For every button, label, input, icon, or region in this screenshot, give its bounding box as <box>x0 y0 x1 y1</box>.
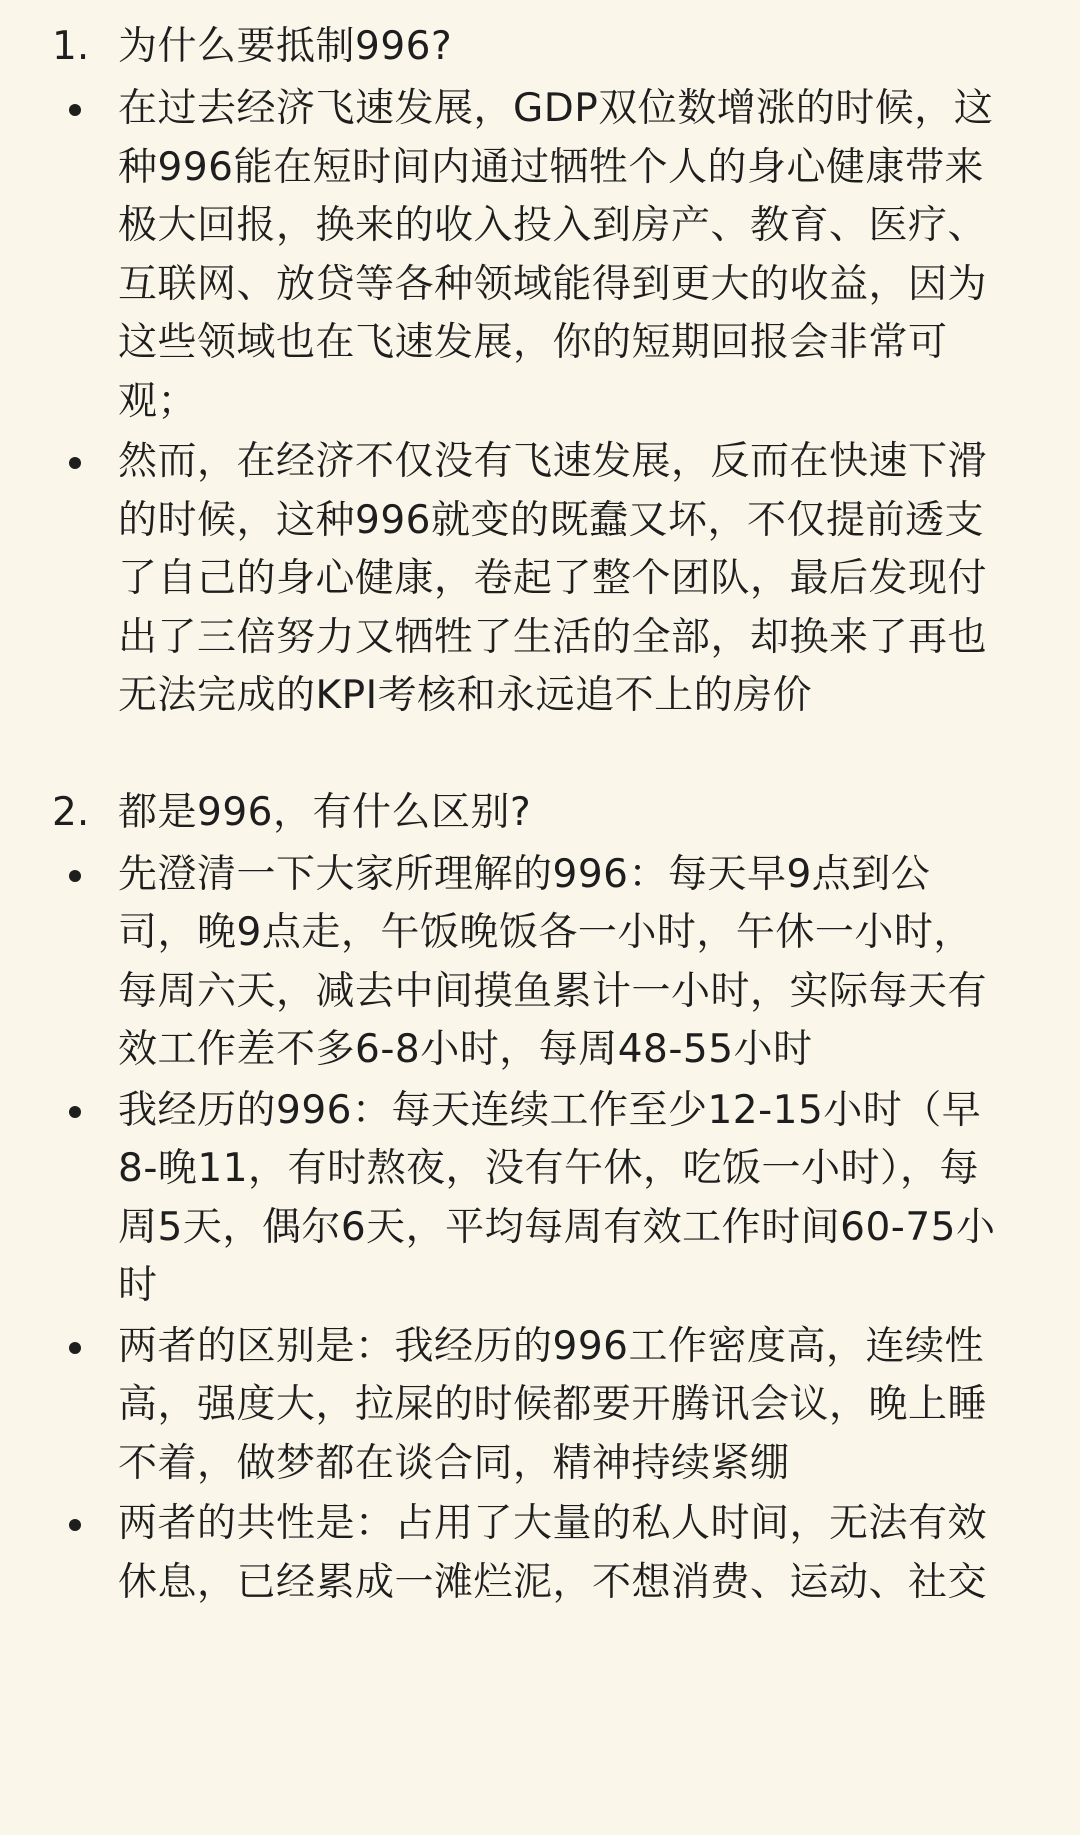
bullet-dot-icon <box>69 1106 81 1118</box>
bullet-text: 两者的区别是：我经历的996工作密度高，连续性高，强度大，拉屎的时候都要开腾讯会议，晚上睡不着，做梦都在谈合同，精神持续紧绷 <box>118 1323 988 1486</box>
list-item <box>52 80 1020 431</box>
bullet-dot-icon <box>69 870 81 882</box>
bullet-text: 先澄清一下大家所理解的996：每天早9点到公司，晚9点走，午饭晚饭各一小时，午休一小时，每周六天，减去中间摸鱼累计一小时，实际每天有效工作差不多6-8小时，每周48-55小时 <box>118 851 988 1072</box>
bullet-dot-icon <box>69 457 81 469</box>
list-item <box>52 846 1020 1080</box>
bullet-text: 我经历的996：每天连续工作至少12-15小时（早8-晚11，有时熬夜，没有午休，吃饭一小时），每周5天，偶尔6天，平均每周有效工作时间60-75小时 <box>118 1087 996 1308</box>
bullet-marker <box>52 1495 118 1554</box>
bullet-dot-icon <box>69 1342 81 1354</box>
section-heading <box>52 784 1020 842</box>
bullet-marker <box>52 846 118 905</box>
bullet-text: 然而，在经济不仅没有飞速发展，反而在快速下滑的时候，这种996就变的既蠢又坏，不仅提前透支了自己的身心健康，卷起了整个团队，最后发现付出了三倍努力又牺牲了生活的全部，却换来了再也无法完成的KPI考核和永远追不上的房价 <box>118 439 988 718</box>
bullet-dot-icon <box>69 104 81 116</box>
section-title: 为什么要抵制996? <box>118 24 453 69</box>
bullet-marker <box>52 1082 118 1141</box>
bullet-marker <box>52 1318 118 1377</box>
bullet-text: 在过去经济飞速发展，GDP双位数增涨的时候，这种996能在短时间内通过牺牲个人的身心健康带来极大回报，换来的收入投入到房产、教育、医疗、互联网、放贷等各种领域能得到更大的收益，因为这些领域也在飞速发展，你的短期回报会非常可观； <box>118 86 994 424</box>
bullet-marker <box>52 80 118 139</box>
section-996-difference <box>52 784 1020 1613</box>
bullet-text: 两者的共性是：占用了大量的私人时间，无法有效休息，已经累成一滩烂泥，不想消费、运动、社交 <box>118 1501 988 1605</box>
bullet-dot-icon <box>69 1519 81 1531</box>
list-item <box>52 1082 1020 1316</box>
section-why-resist-996 <box>52 18 1020 726</box>
list-item <box>52 1495 1020 1612</box>
section-number: 1. <box>52 24 90 69</box>
section-heading <box>52 18 1020 76</box>
section-title: 都是996，有什么区别? <box>118 789 532 835</box>
list-item <box>52 1318 1020 1494</box>
section-number: 2. <box>52 789 90 835</box>
list-item <box>52 433 1020 726</box>
bullet-marker <box>52 433 118 492</box>
